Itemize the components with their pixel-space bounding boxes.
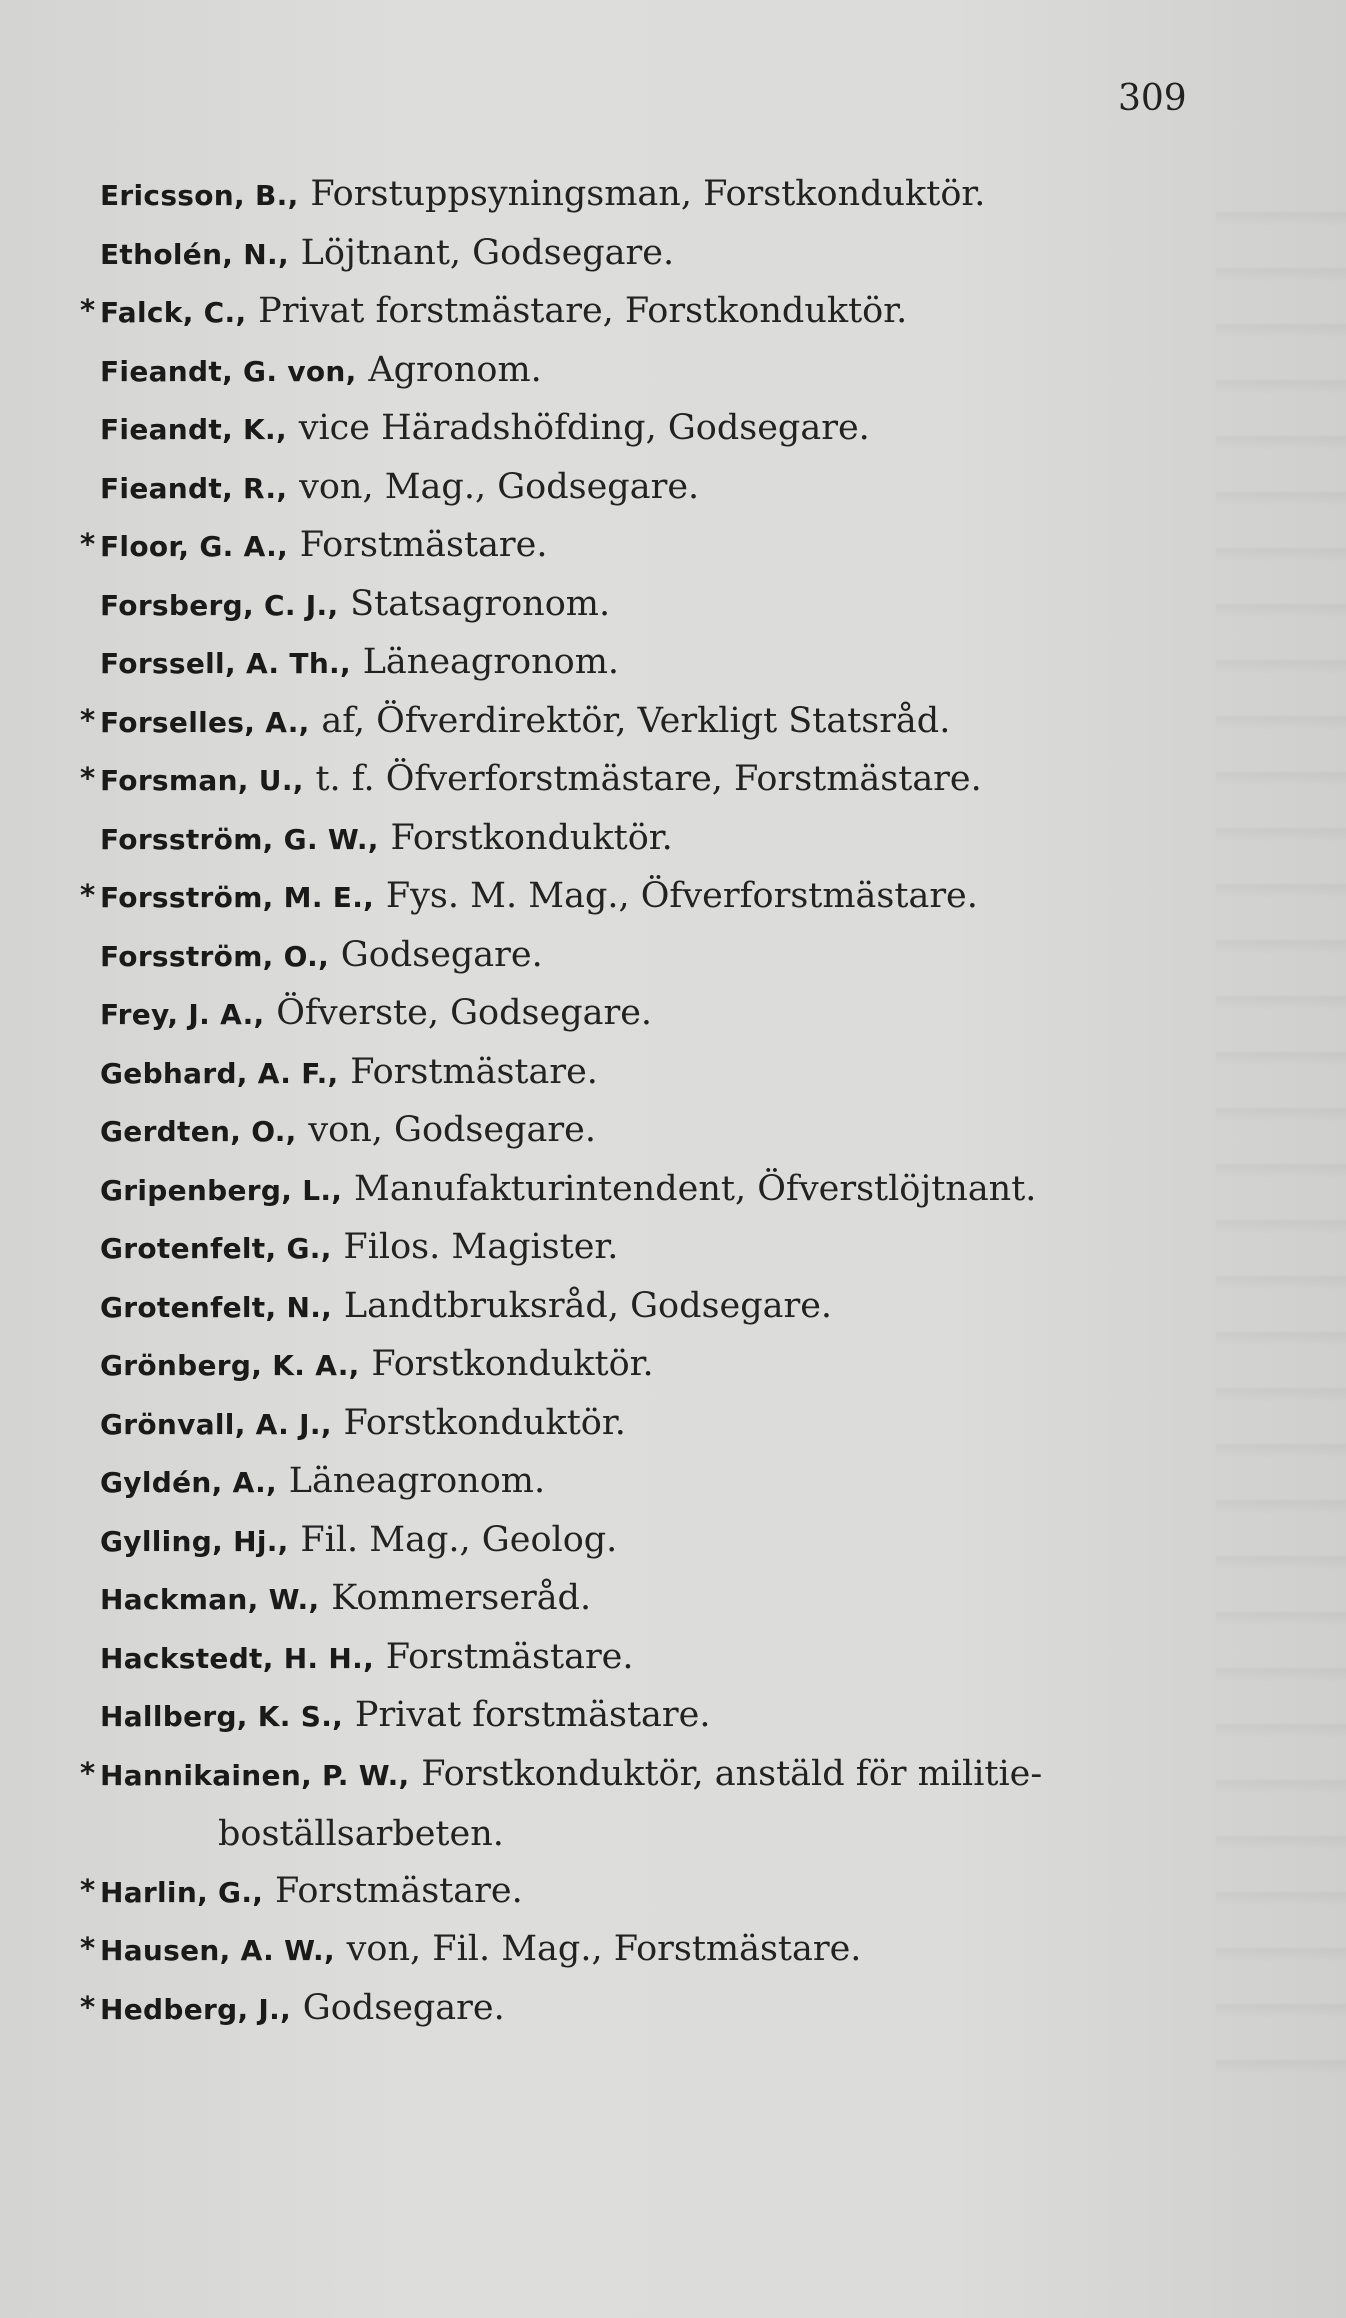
entry-description: Landtbruksråd, Godsegare. — [343, 1285, 833, 1326]
entry-continuation: boställsarbeten. — [218, 1814, 504, 1854]
entry-description: Kommerseråd. — [331, 1578, 592, 1618]
list-item — [100, 574, 1250, 633]
entry-marker: * — [80, 1872, 96, 1907]
entry-description: Löjtnant, Godsegare. — [300, 232, 675, 273]
entry-marker: * — [80, 1755, 96, 1790]
entry-name: Fieandt, G. von, — [100, 354, 357, 388]
list-item — [100, 632, 1250, 691]
entry-description: Forstmästare. — [299, 525, 548, 565]
list-item — [100, 1042, 1250, 1101]
list-item — [100, 808, 1250, 867]
entry-description: Godsegare. — [340, 934, 543, 975]
list-item — [100, 925, 1250, 984]
list-item — [100, 223, 1250, 282]
entry-name: Forsström, O., — [100, 939, 330, 973]
entry-name: Forselles, A., — [100, 705, 310, 739]
entry-name: Hannikainen, P. W., — [100, 1758, 410, 1792]
entry-name: Forsström, M. E., — [100, 881, 375, 914]
entry-name: Grotenfelt, G., — [100, 1232, 332, 1265]
entry-description: Privat forstmästare. — [354, 1695, 711, 1735]
entry-description: von, Fil. Mag., Forstmästare. — [346, 1929, 862, 1969]
entry-description: Läneagronom. — [288, 1461, 546, 1501]
list-item — [100, 1276, 1250, 1335]
entry-description: von, Mag., Godsegare. — [299, 466, 700, 507]
entry-name: Grönvall, A. J., — [100, 1407, 332, 1441]
entry-description: Öfverste, Godsegare. — [276, 993, 653, 1033]
list-item — [80, 691, 1250, 750]
entry-name: Gerdten, O., — [100, 1115, 297, 1148]
entry-marker: * — [80, 293, 96, 327]
entry-name: Ericsson, B., — [100, 179, 299, 212]
entry-name: Hackstedt, H. H., — [100, 1641, 375, 1675]
entry-description: Filos. Magister. — [343, 1227, 619, 1267]
list-item — [100, 1334, 1250, 1393]
entry-description: Läneagronom. — [362, 642, 620, 682]
entry-name: Grönberg, K. A., — [100, 1349, 360, 1382]
entry-description: Privat forstmästare, Forstkonduktör. — [258, 291, 908, 331]
list-item — [100, 398, 1250, 457]
entry-description: Statsagronom. — [350, 583, 611, 624]
entry-marker: * — [80, 1931, 96, 1965]
register-list — [80, 164, 1250, 2036]
entry-description: Forstmästare. — [385, 1636, 634, 1677]
page-number: 309 — [1118, 78, 1187, 119]
entry-marker: * — [80, 761, 96, 795]
entry-description: Forstmästare. — [350, 1051, 598, 1092]
list-item — [100, 164, 1250, 223]
entry-description: von, Godsegare. — [308, 1110, 596, 1150]
entry-name: Floor, G. A., — [100, 530, 289, 563]
entry-name: Frey, J. A., — [100, 998, 265, 1031]
entry-name: Forssell, A. Th., — [100, 647, 351, 680]
list-item — [80, 749, 1250, 808]
entry-name: Forsström, G. W., — [100, 822, 379, 856]
list-item — [100, 340, 1250, 399]
entry-name: Gripenberg, L., — [100, 1173, 343, 1207]
entry-description: vice Häradshöfding, Godsegare. — [298, 408, 870, 448]
list-item — [100, 1451, 1250, 1510]
list-item — [80, 515, 1250, 574]
list-item — [100, 1568, 1250, 1627]
entry-description: Forstkonduktör. — [343, 1402, 626, 1443]
entry-marker: * — [80, 702, 96, 737]
list-item — [100, 1627, 1250, 1686]
list-item — [80, 866, 1250, 925]
entry-description: af, Öfverdirektör, Verkligt Statsråd. — [321, 700, 951, 741]
list-item — [100, 1393, 1250, 1452]
entry-name: Gylling, Hj., — [100, 1524, 289, 1558]
entry-name: Hallberg, K. S., — [100, 1700, 344, 1733]
entry-name: Gyldén, A., — [100, 1466, 277, 1499]
list-item — [80, 281, 1250, 340]
entry-name: Falck, C., — [100, 296, 247, 329]
entry-name: Etholén, N., — [100, 237, 289, 271]
entry-marker: * — [80, 527, 96, 561]
list-item — [100, 1217, 1250, 1276]
list-item — [80, 1919, 1250, 1978]
entry-name: Hackman, W., — [100, 1583, 320, 1616]
entry-description: Manufakturintendent, Öfverstlöjtnant. — [354, 1168, 1037, 1209]
entry-name: Gebhard, A. F., — [100, 1056, 339, 1090]
list-item — [80, 1861, 1250, 1920]
entry-description: Forstkonduktör, anstäld för militie- — [421, 1753, 1043, 1794]
entry-description: Forstuppsyningsman, Forstkonduktör. — [310, 174, 986, 214]
entry-name: Grotenfelt, N., — [100, 1290, 333, 1324]
list-item — [100, 1100, 1250, 1159]
entry-description: Forstmästare. — [274, 1870, 523, 1911]
entry-name: Forsberg, C. J., — [100, 588, 339, 622]
list-item — [100, 1159, 1250, 1218]
entry-name: Harlin, G., — [100, 1875, 264, 1909]
list-item — [100, 983, 1250, 1042]
entry-name: Hausen, A. W., — [100, 1934, 335, 1967]
entry-description: Agronom. — [368, 349, 542, 390]
list-item — [100, 457, 1250, 516]
entry-name: Fieandt, K., — [100, 413, 287, 446]
entry-description: Forstkonduktör. — [390, 817, 673, 858]
entry-description: Godsegare. — [302, 1987, 505, 2028]
list-item — [80, 1744, 1250, 1861]
entry-name: Forsman, U., — [100, 764, 304, 797]
entry-marker: * — [80, 1989, 96, 2024]
entry-name: Fieandt, R., — [100, 471, 288, 505]
entry-description: Forstkonduktör. — [371, 1344, 654, 1384]
entry-marker: * — [80, 878, 96, 912]
entry-name: Hedberg, J., — [100, 1992, 292, 2026]
entry-description: Fys. M. Mag., Öfverforstmästare. — [385, 876, 978, 916]
list-item — [100, 1685, 1250, 1744]
list-item — [100, 1510, 1250, 1569]
entry-description: Fil. Mag., Geolog. — [300, 1519, 618, 1560]
entry-description: t. f. Öfverforstmästare, Forstmästare. — [315, 759, 982, 799]
list-item — [80, 1978, 1250, 2037]
